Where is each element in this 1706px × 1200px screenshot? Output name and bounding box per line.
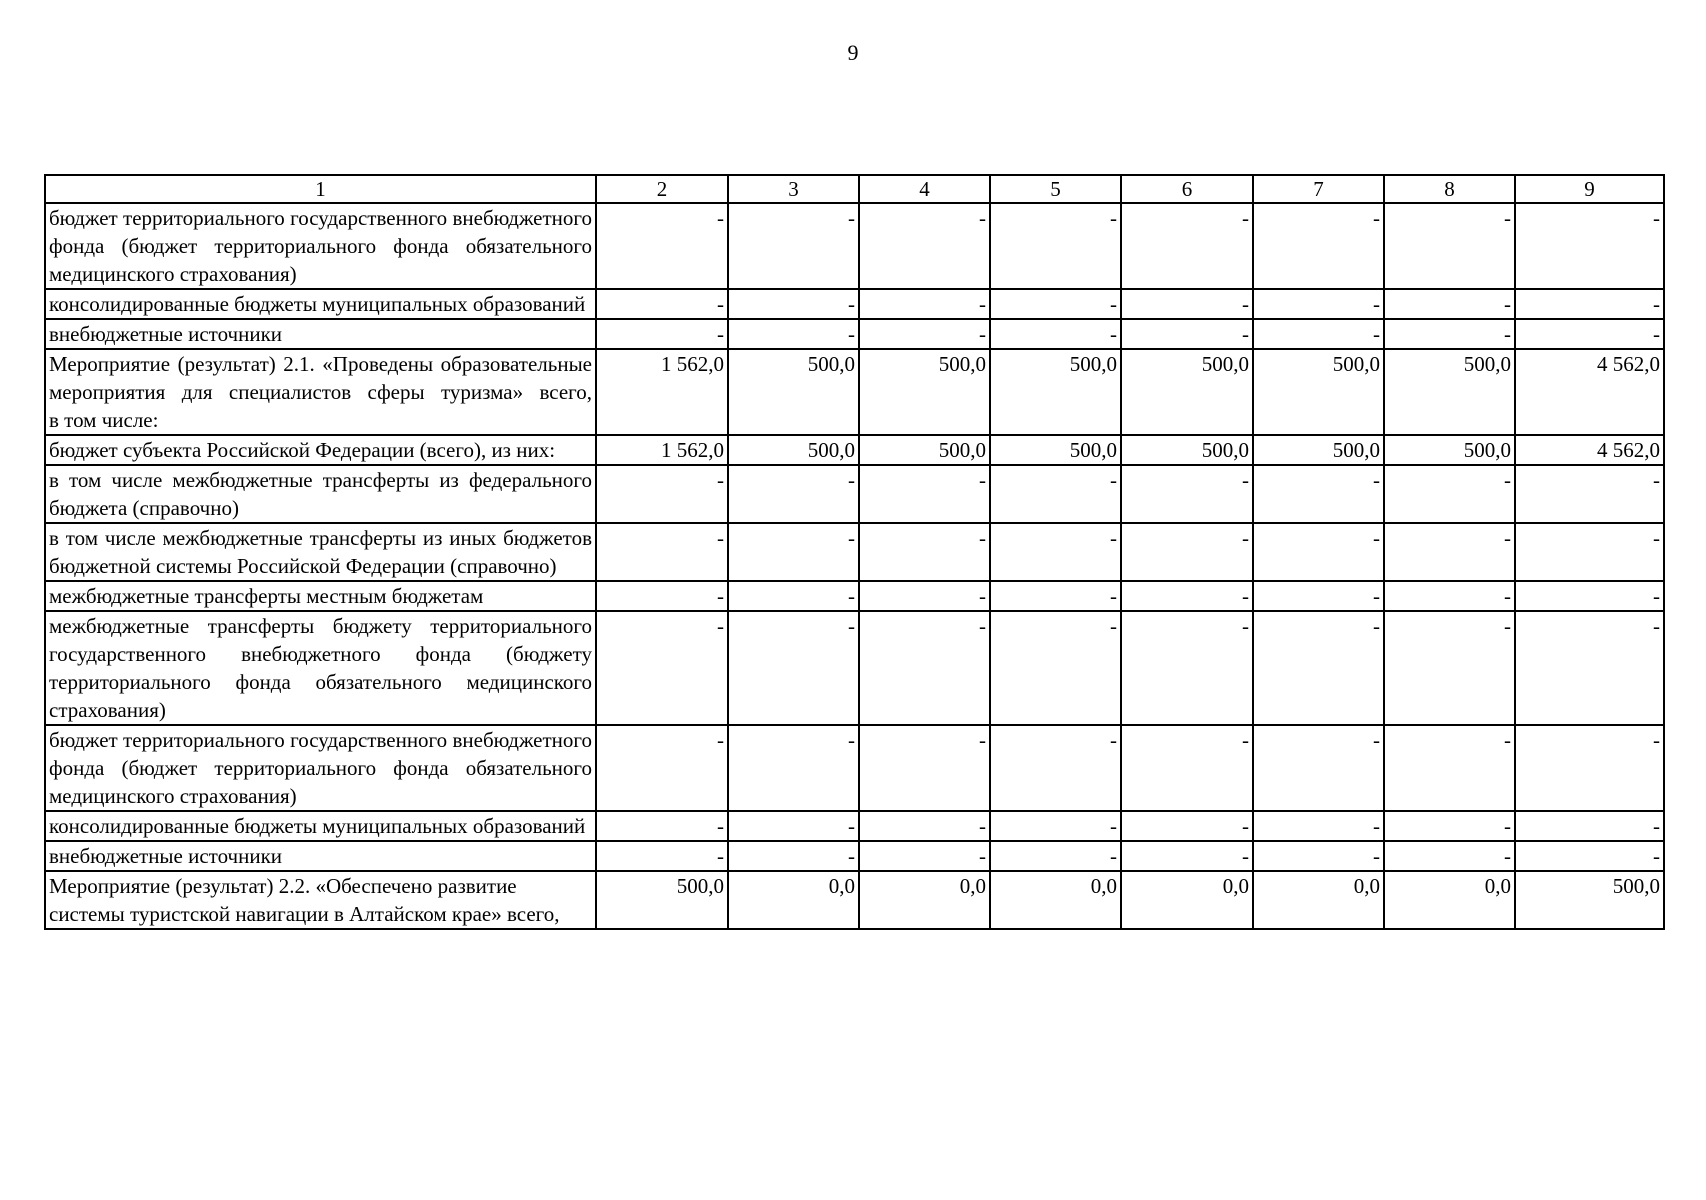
table-cell: - — [1515, 581, 1664, 611]
table-cell: - — [1253, 811, 1384, 841]
table-cell: 0,0 — [859, 871, 990, 929]
row-label-subtext: в том числе: — [49, 408, 159, 432]
row-label: внебюджетные источники — [45, 319, 596, 349]
row-label: консолидированные бюджеты муниципальных образований — [45, 289, 596, 319]
table-cell: 500,0 — [990, 349, 1121, 435]
table-row — [45, 871, 1664, 929]
table-cell: 500,0 — [596, 871, 728, 929]
table-cell: 500,0 — [1253, 435, 1384, 465]
header-row — [45, 175, 1664, 203]
table-cell: - — [596, 841, 728, 871]
table-cell: - — [728, 203, 859, 289]
table-cell: 500,0 — [1121, 435, 1253, 465]
table-cell: - — [1253, 611, 1384, 725]
table-cell: 0,0 — [990, 871, 1121, 929]
row-label — [45, 349, 596, 435]
table-cell: - — [859, 841, 990, 871]
table-cell: - — [596, 465, 728, 523]
table-cell: - — [990, 289, 1121, 319]
page-number: 9 — [847, 40, 859, 65]
table-row — [45, 725, 1664, 811]
table-cell: - — [596, 611, 728, 725]
table-cell: - — [728, 289, 859, 319]
table-cell: - — [1515, 319, 1664, 349]
table-cell: - — [1121, 289, 1253, 319]
table-cell: - — [1253, 841, 1384, 871]
table-cell: - — [1515, 523, 1664, 581]
table-cell: - — [596, 523, 728, 581]
table-cell: - — [1384, 725, 1515, 811]
table-cell: - — [728, 319, 859, 349]
table-cell: 500,0 — [728, 435, 859, 465]
table-row — [45, 611, 1664, 725]
table-row — [45, 465, 1664, 523]
table-cell: - — [596, 203, 728, 289]
table-cell: - — [859, 465, 990, 523]
table-row — [45, 289, 1664, 319]
table-cell: - — [859, 811, 990, 841]
table-cell: 0,0 — [1121, 871, 1253, 929]
table-cell: 500,0 — [1384, 435, 1515, 465]
table-row — [45, 203, 1664, 289]
column-header: 2 — [596, 175, 728, 203]
table-row — [45, 349, 1664, 435]
column-header: 4 — [859, 175, 990, 203]
table-cell: - — [596, 581, 728, 611]
table-cell: - — [1515, 465, 1664, 523]
table-row — [45, 523, 1664, 581]
table-cell: 1 562,0 — [596, 435, 728, 465]
table-cell: - — [859, 289, 990, 319]
table-cell: - — [1515, 203, 1664, 289]
table-cell: - — [859, 581, 990, 611]
table-cell: - — [990, 841, 1121, 871]
table-cell: - — [596, 811, 728, 841]
table-cell: - — [990, 203, 1121, 289]
table-cell: - — [1384, 523, 1515, 581]
table-cell: - — [1515, 611, 1664, 725]
table-cell: - — [1121, 203, 1253, 289]
table-cell: - — [1253, 465, 1384, 523]
table-cell: - — [728, 725, 859, 811]
table-row — [45, 841, 1664, 871]
table-cell: - — [990, 811, 1121, 841]
column-header: 1 — [45, 175, 596, 203]
table-cell: - — [1384, 203, 1515, 289]
row-label: в том числе межбюджетные трансферты из иных бюджетов бюджетной системы Российской Федерации (справочно) — [45, 523, 596, 581]
table-cell: - — [1253, 523, 1384, 581]
table-cell: - — [1253, 289, 1384, 319]
row-label: межбюджетные трансферты бюджету территориального государственного внебюджетного фонда (бюджету территориального фонда обязательного медицинского страхования) — [45, 611, 596, 725]
table-cell: - — [596, 319, 728, 349]
table-cell: 500,0 — [1384, 349, 1515, 435]
table-cell: - — [1121, 465, 1253, 523]
table-cell: - — [1121, 611, 1253, 725]
row-label: бюджет территориального государственного внебюджетного фонда (бюджет территориального фонда обязательного медицинского страхования) — [45, 203, 596, 289]
table-cell: - — [990, 523, 1121, 581]
table-cell: 500,0 — [1515, 871, 1664, 929]
table-cell: 500,0 — [990, 435, 1121, 465]
table-cell: - — [1384, 611, 1515, 725]
table-cell: - — [1121, 523, 1253, 581]
table-cell: - — [728, 581, 859, 611]
table-cell: - — [1384, 289, 1515, 319]
table-cell: 500,0 — [728, 349, 859, 435]
column-header: 5 — [990, 175, 1121, 203]
table-cell: - — [990, 465, 1121, 523]
table-cell: - — [728, 523, 859, 581]
row-label: бюджет субъекта Российской Федерации (всего), из них: — [45, 435, 596, 465]
table-row — [45, 581, 1664, 611]
table-cell: - — [1384, 841, 1515, 871]
table-cell: - — [1253, 725, 1384, 811]
table-row — [45, 435, 1664, 465]
table-cell: - — [1121, 811, 1253, 841]
table-cell: - — [990, 725, 1121, 811]
table-cell: - — [1121, 841, 1253, 871]
table-cell: 4 562,0 — [1515, 435, 1664, 465]
row-label-text: Мероприятие (результат) 2.1. «Проведены образовательные мероприятия для специалистов сферы туризма» всего, — [49, 352, 592, 404]
table-cell: 4 562,0 — [1515, 349, 1664, 435]
table-cell: - — [859, 725, 990, 811]
table-cell: - — [1121, 581, 1253, 611]
table-cell: - — [1121, 725, 1253, 811]
table-cell: 0,0 — [728, 871, 859, 929]
table-cell: - — [596, 289, 728, 319]
table-cell: - — [1515, 811, 1664, 841]
table-cell: - — [859, 319, 990, 349]
row-label: бюджет территориального государственного внебюджетного фонда (бюджет территориального фонда обязательного медицинского страхования) — [45, 725, 596, 811]
row-label: внебюджетные источники — [45, 841, 596, 871]
table-cell: 500,0 — [1121, 349, 1253, 435]
table-cell: - — [728, 465, 859, 523]
table-cell: 500,0 — [1253, 349, 1384, 435]
table-cell: - — [990, 611, 1121, 725]
row-label: в том числе межбюджетные трансферты из федерального бюджета (справочно) — [45, 465, 596, 523]
column-header: 9 — [1515, 175, 1664, 203]
table-cell: - — [1253, 581, 1384, 611]
table-cell: 0,0 — [1384, 871, 1515, 929]
table-row — [45, 811, 1664, 841]
table-cell: - — [1121, 319, 1253, 349]
table-cell: - — [1515, 841, 1664, 871]
table-cell: - — [1384, 811, 1515, 841]
table-cell: - — [1384, 465, 1515, 523]
table-cell: - — [1253, 319, 1384, 349]
table-cell: - — [990, 319, 1121, 349]
table-cell: - — [859, 203, 990, 289]
column-header: 6 — [1121, 175, 1253, 203]
table-cell: - — [596, 725, 728, 811]
row-label: межбюджетные трансферты местным бюджетам — [45, 581, 596, 611]
table-cell: - — [728, 811, 859, 841]
table-cell: 500,0 — [859, 349, 990, 435]
table-cell: - — [859, 523, 990, 581]
row-label: консолидированные бюджеты муниципальных образований — [45, 811, 596, 841]
column-header: 7 — [1253, 175, 1384, 203]
table-cell: - — [1384, 319, 1515, 349]
table-cell: 500,0 — [859, 435, 990, 465]
row-label: Мероприятие (результат) 2.2. «Обеспечено развитие системы туристской навигации в Алтайском крае» всего, — [45, 871, 596, 929]
column-header: 8 — [1384, 175, 1515, 203]
table-cell: - — [1515, 725, 1664, 811]
table-cell: - — [1253, 203, 1384, 289]
table-cell: 0,0 — [1253, 871, 1384, 929]
table-cell: - — [859, 611, 990, 725]
column-header: 3 — [728, 175, 859, 203]
table-cell: - — [1515, 289, 1664, 319]
table-cell: - — [1384, 581, 1515, 611]
table-cell: - — [990, 581, 1121, 611]
table-cell: 1 562,0 — [596, 349, 728, 435]
table-cell: - — [728, 841, 859, 871]
table-cell: - — [728, 611, 859, 725]
table-row — [45, 319, 1664, 349]
budget-table — [44, 174, 1665, 930]
